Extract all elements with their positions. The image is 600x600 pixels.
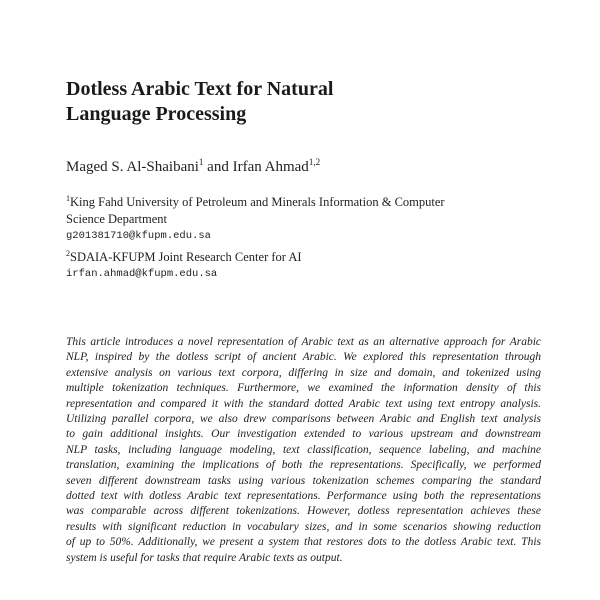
paper-title [66,77,486,127]
abstract-line: extensive analysis on various text corpora, differing in size and domain, and tokenized using [66,366,541,379]
title-line-2: Language Processing [66,103,247,125]
abstract-line: of up to 50%. Additionally, we present a system that restores dots to the dotless Arabic text. This [66,536,541,549]
abstract-line: NLP tasks, including language modeling, text classification, sequence labeling, and machine [66,443,541,456]
abstract-line: was comparable across different tokenizations. However, dotless representation achieves these [66,505,541,518]
author-1-name: Maged S. Al-Shaibani [66,159,199,175]
abstract-line: dotted text with dotless Arabic text representations. Performance using both the representations [66,490,541,503]
abstract-line: NLP, inspired by the dotless script of ancient Arabic. We explored this representation through [66,351,541,364]
affiliation-1 [66,194,445,245]
affiliation-1-email[interactable]: g201381710@kfupm.edu.sa [66,230,211,242]
author-2-affiliation-mark: 1,2 [308,157,321,167]
author-list [66,158,320,176]
abstract-line: multiple tokenization techniques. Furthermore, we examined the information density of this [66,382,541,395]
abstract-line: translation, examining the implications of both the representations. Specifically, we performed [66,459,541,472]
affiliation-1-line-2: Science Department [66,212,167,226]
affiliation-2 [66,249,302,283]
abstract [66,335,541,566]
affiliation-2-line-1 [66,249,302,266]
affiliation-1-mark: 1 [66,194,70,203]
abstract-line: seven different downstream tasks using various tokenization schemes comparing the standard [66,474,541,487]
affiliation-1-line-1 [66,194,445,211]
affiliation-2-text: SDAIA-KFUPM Joint Research Center for AI [70,250,302,264]
abstract-line: This article introduces a novel representation of Arabic text as an alternative approach for Arabic [66,336,541,348]
author-1-affiliation-mark: 1 [198,157,204,167]
author-2-name: Irfan Ahmad [232,159,309,175]
affiliation-2-mark: 2 [66,249,70,258]
abstract-line: results with significant reduction in vocabulary sizes, and in some scenarios showing reduction [66,520,541,533]
author-connector: and [203,159,233,175]
abstract-line: to gain additional insights. Our investigation extended to various upstream and downstream [66,428,541,441]
abstract-line: Utilizing parallel corpora, we also drew comparisons between Arabic and English text analysis [66,413,541,426]
affiliation-2-email[interactable]: irfan.ahmad@kfupm.edu.sa [66,268,218,280]
abstract-line: representation and compared it with the standard dotted Arabic text using text entropy analysis. [66,397,541,410]
abstract-line: system is useful for tasks that require Arabic texts as output. [66,551,343,564]
title-line-1: Dotless Arabic Text for Natural [66,78,334,100]
affiliation-1-text: King Fahd University of Petroleum and Minerals Information & Computer [70,195,445,209]
